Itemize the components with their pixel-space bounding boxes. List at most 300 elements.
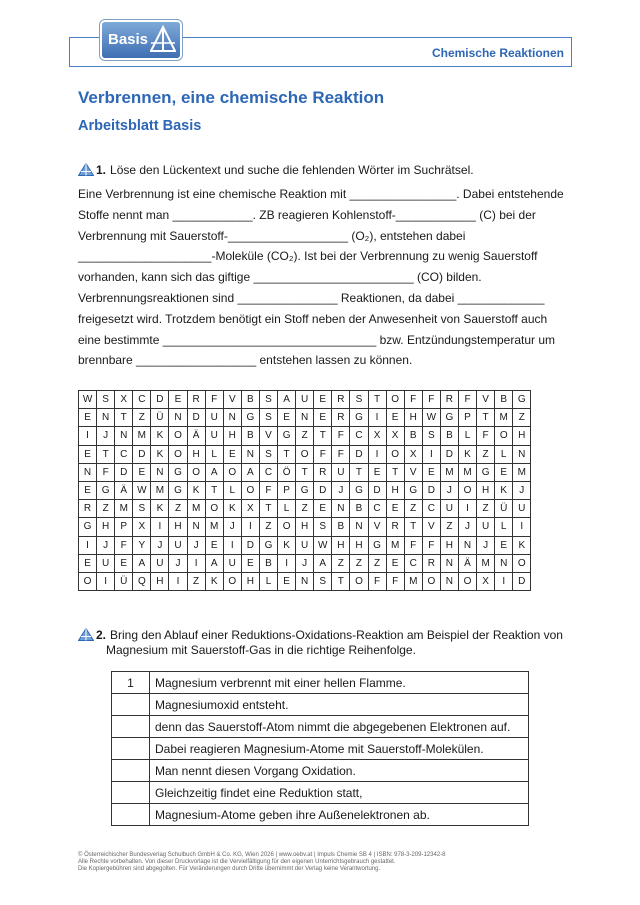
grid-cell[interactable]: E xyxy=(278,572,296,590)
grid-cell[interactable]: A xyxy=(278,391,296,409)
grid-cell[interactable]: F xyxy=(115,536,133,554)
grid-cell[interactable]: X xyxy=(133,518,151,536)
grid-cell[interactable]: N xyxy=(115,427,133,445)
grid-cell[interactable]: K xyxy=(151,500,169,518)
grid-cell[interactable]: L xyxy=(205,445,223,463)
grid-cell[interactable]: O xyxy=(241,481,259,499)
grid-cell[interactable]: N xyxy=(296,409,314,427)
grid-cell[interactable]: Ä xyxy=(115,481,133,499)
grid-cell[interactable]: V xyxy=(223,391,241,409)
grid-cell[interactable]: F xyxy=(404,536,422,554)
grid-cell[interactable]: O xyxy=(79,572,97,590)
grid-cell[interactable]: M xyxy=(477,554,495,572)
grid-cell[interactable]: A xyxy=(133,554,151,572)
grid-cell[interactable]: H xyxy=(151,572,169,590)
grid-cell[interactable]: G xyxy=(241,409,259,427)
grid-cell[interactable]: Z xyxy=(513,409,531,427)
grid-cell[interactable]: T xyxy=(296,463,314,481)
order-number-cell[interactable] xyxy=(112,738,150,760)
grid-cell[interactable]: G xyxy=(79,518,97,536)
grid-cell[interactable]: H xyxy=(477,481,495,499)
grid-cell[interactable]: R xyxy=(332,409,350,427)
grid-cell[interactable]: X xyxy=(404,445,422,463)
grid-cell[interactable]: T xyxy=(350,463,368,481)
grid-cell[interactable]: R xyxy=(187,391,205,409)
grid-cell[interactable]: B xyxy=(350,500,368,518)
grid-cell[interactable]: I xyxy=(79,536,97,554)
grid-cell[interactable]: O xyxy=(187,463,205,481)
order-number-cell[interactable] xyxy=(112,716,150,738)
grid-cell[interactable]: K xyxy=(151,445,169,463)
grid-cell[interactable]: N xyxy=(296,572,314,590)
grid-cell[interactable]: F xyxy=(422,536,440,554)
grid-cell[interactable]: J xyxy=(458,518,476,536)
grid-cell[interactable]: Z xyxy=(187,572,205,590)
grid-cell[interactable]: V xyxy=(404,463,422,481)
grid-cell[interactable]: Z xyxy=(133,409,151,427)
grid-cell[interactable]: K xyxy=(205,572,223,590)
grid-cell[interactable]: N xyxy=(187,518,205,536)
grid-cell[interactable]: T xyxy=(477,409,495,427)
grid-cell[interactable]: T xyxy=(404,518,422,536)
grid-cell[interactable]: J xyxy=(513,481,531,499)
grid-cell[interactable]: M xyxy=(404,572,422,590)
grid-cell[interactable]: T xyxy=(332,572,350,590)
grid-cell[interactable]: Z xyxy=(169,500,187,518)
grid-cell[interactable]: F xyxy=(97,463,115,481)
grid-cell[interactable]: G xyxy=(350,481,368,499)
grid-cell[interactable]: G xyxy=(169,481,187,499)
grid-cell[interactable]: Ä xyxy=(458,554,476,572)
grid-cell[interactable]: E xyxy=(314,391,332,409)
grid-cell[interactable]: S xyxy=(314,572,332,590)
grid-cell[interactable]: L xyxy=(495,518,513,536)
grid-cell[interactable]: T xyxy=(97,445,115,463)
grid-cell[interactable]: U xyxy=(332,463,350,481)
grid-cell[interactable]: L xyxy=(278,500,296,518)
grid-cell[interactable]: E xyxy=(386,554,404,572)
grid-cell[interactable]: F xyxy=(477,427,495,445)
order-number-cell[interactable] xyxy=(112,760,150,782)
grid-cell[interactable]: N xyxy=(241,445,259,463)
grid-cell[interactable]: O xyxy=(458,572,476,590)
grid-cell[interactable]: B xyxy=(440,427,458,445)
grid-cell[interactable]: O xyxy=(223,572,241,590)
grid-cell[interactable]: I xyxy=(278,554,296,572)
grid-cell[interactable]: N xyxy=(79,463,97,481)
statement-cell: Magnesium verbrennt mit einer hellen Flamme. xyxy=(150,672,529,694)
grid-cell[interactable]: Z xyxy=(332,554,350,572)
grid-cell[interactable]: B xyxy=(404,427,422,445)
grid-cell[interactable]: G xyxy=(97,481,115,499)
grid-cell[interactable]: J xyxy=(97,536,115,554)
grid-cell[interactable]: Y xyxy=(133,536,151,554)
grid-cell[interactable]: S xyxy=(259,391,277,409)
grid-cell[interactable]: F xyxy=(404,391,422,409)
grid-cell[interactable]: D xyxy=(187,409,205,427)
word-search-grid xyxy=(78,390,531,591)
grid-cell[interactable]: N xyxy=(97,409,115,427)
grid-cell[interactable]: E xyxy=(314,500,332,518)
grid-cell[interactable]: B xyxy=(259,554,277,572)
grid-cell[interactable]: J xyxy=(223,518,241,536)
grid-cell[interactable]: G xyxy=(513,391,531,409)
grid-cell[interactable]: Ö xyxy=(278,463,296,481)
grid-cell[interactable]: V xyxy=(368,518,386,536)
grid-cell[interactable]: M xyxy=(133,427,151,445)
grid-cell[interactable]: E xyxy=(314,409,332,427)
grid-cell[interactable]: H xyxy=(332,536,350,554)
grid-cell[interactable]: D xyxy=(115,463,133,481)
table-row xyxy=(112,672,529,694)
grid-cell[interactable]: U xyxy=(223,554,241,572)
grid-cell[interactable]: M xyxy=(386,536,404,554)
grid-cell[interactable]: X xyxy=(477,572,495,590)
grid-cell[interactable]: R xyxy=(422,554,440,572)
grid-cell[interactable]: E xyxy=(422,463,440,481)
cloze-line: Verbrennungsreaktionen sind _______________ Reaktionen, da dabei _____________ xyxy=(78,290,545,305)
grid-cell[interactable]: O xyxy=(296,445,314,463)
grid-cell[interactable]: F xyxy=(458,391,476,409)
grid-cell[interactable]: J xyxy=(151,536,169,554)
grid-cell[interactable]: F xyxy=(332,445,350,463)
grid-cell[interactable]: M xyxy=(458,463,476,481)
grid-cell[interactable]: I xyxy=(223,536,241,554)
grid-cell[interactable]: I xyxy=(97,572,115,590)
grid-cell[interactable]: K xyxy=(458,445,476,463)
grid-cell[interactable]: P xyxy=(278,481,296,499)
grid-cell[interactable]: N xyxy=(350,518,368,536)
grid-cell[interactable]: B xyxy=(495,391,513,409)
grid-cell[interactable]: H xyxy=(440,536,458,554)
grid-cell[interactable]: N xyxy=(458,536,476,554)
grid-cell[interactable]: W xyxy=(422,409,440,427)
grid-cell[interactable]: L xyxy=(495,445,513,463)
grid-cell[interactable]: I xyxy=(169,572,187,590)
grid-cell[interactable]: R xyxy=(332,391,350,409)
grid-cell[interactable]: Z xyxy=(477,500,495,518)
grid-cell[interactable]: E xyxy=(495,536,513,554)
grid-cell[interactable]: H xyxy=(241,572,259,590)
grid-cell[interactable]: U xyxy=(296,536,314,554)
grid-cell[interactable]: T xyxy=(314,427,332,445)
grid-cell[interactable]: U xyxy=(169,536,187,554)
grid-cell[interactable]: F xyxy=(259,481,277,499)
grid-cell[interactable]: J xyxy=(169,554,187,572)
grid-cell[interactable]: E xyxy=(278,409,296,427)
grid-cell[interactable]: D xyxy=(151,391,169,409)
grid-cell[interactable]: O xyxy=(386,391,404,409)
grid-cell[interactable]: H xyxy=(169,518,187,536)
grid-cell[interactable]: M xyxy=(115,500,133,518)
grid-cell[interactable]: D xyxy=(350,445,368,463)
grid-cell[interactable]: N xyxy=(440,554,458,572)
cloze-line: brennbare __________________ entstehen lassen zu können. xyxy=(78,353,413,368)
cloze-line: eine bestimmte ________________________________ bzw. Entzündungstemperatur um xyxy=(78,332,556,347)
grid-cell[interactable]: Q xyxy=(133,572,151,590)
grid-cell[interactable]: X xyxy=(368,427,386,445)
grid-cell[interactable]: D xyxy=(241,536,259,554)
grid-cell[interactable]: Z xyxy=(296,427,314,445)
grid-cell[interactable]: O xyxy=(278,518,296,536)
grid-cell[interactable]: U xyxy=(513,500,531,518)
grid-cell[interactable]: K xyxy=(223,500,241,518)
grid-cell[interactable]: A xyxy=(205,463,223,481)
grid-cell[interactable]: E xyxy=(495,463,513,481)
grid-cell[interactable]: G xyxy=(169,463,187,481)
cloze-line: Stoffe nennt man ____________. ZB reagieren Kohlenstoff-____________ (C) bei der xyxy=(78,207,536,222)
grid-cell[interactable]: E xyxy=(169,391,187,409)
grid-cell[interactable]: H xyxy=(296,518,314,536)
grid-cell[interactable]: F xyxy=(386,572,404,590)
grid-cell[interactable]: O xyxy=(223,463,241,481)
grid-cell[interactable]: T xyxy=(205,481,223,499)
grid-cell[interactable]: F xyxy=(314,445,332,463)
grid-cell[interactable]: U xyxy=(477,518,495,536)
grid-cell[interactable]: C xyxy=(404,554,422,572)
grid-cell[interactable]: W xyxy=(79,391,97,409)
grid-cell[interactable]: U xyxy=(151,554,169,572)
difficulty-triangle-icon xyxy=(78,163,94,176)
footer-line: Die Kopiergebühren sind abgegolten. Für Veränderungen durch Dritte übernimmt der Verlag keine Verantwortung. xyxy=(78,866,381,872)
grid-cell[interactable]: E xyxy=(115,554,133,572)
order-number-cell[interactable] xyxy=(112,694,150,716)
grid-cell[interactable]: E xyxy=(386,500,404,518)
grid-cell[interactable]: I xyxy=(368,409,386,427)
grid-cell[interactable]: G xyxy=(350,409,368,427)
grid-cell[interactable]: E xyxy=(368,463,386,481)
grid-cell[interactable]: H xyxy=(223,427,241,445)
grid-cell[interactable]: O xyxy=(495,427,513,445)
grid-cell[interactable]: U xyxy=(97,554,115,572)
cloze-text xyxy=(78,184,578,371)
grid-cell[interactable]: N xyxy=(513,445,531,463)
grid-cell[interactable]: F xyxy=(332,427,350,445)
grid-cell[interactable]: I xyxy=(368,445,386,463)
grid-cell[interactable]: I xyxy=(495,572,513,590)
grid-cell[interactable]: I xyxy=(513,518,531,536)
statement-cell: Gleichzeitig findet eine Reduktion statt, xyxy=(150,782,529,804)
grid-cell[interactable]: H xyxy=(404,409,422,427)
grid-cell[interactable]: K xyxy=(278,536,296,554)
grid-cell[interactable]: K xyxy=(513,536,531,554)
grid-cell[interactable]: M xyxy=(205,518,223,536)
grid-cell[interactable]: L xyxy=(223,481,241,499)
grid-cell[interactable]: O xyxy=(458,481,476,499)
grid-cell[interactable]: E xyxy=(79,409,97,427)
grid-cell[interactable]: V xyxy=(477,391,495,409)
grid-cell[interactable]: J xyxy=(187,536,205,554)
grid-cell[interactable]: H xyxy=(187,445,205,463)
grid-cell[interactable]: Ä xyxy=(187,427,205,445)
grid-cell[interactable]: A xyxy=(205,554,223,572)
cloze-line: ____________________-Moleküle (CO₂). Ist bei der Verbrennung zu wenig Sauerstoff xyxy=(78,249,538,264)
grid-cell[interactable]: V xyxy=(259,427,277,445)
grid-cell[interactable]: D xyxy=(422,481,440,499)
grid-cell[interactable]: U xyxy=(296,391,314,409)
grid-cell[interactable]: O xyxy=(169,427,187,445)
grid-cell[interactable]: C xyxy=(422,500,440,518)
grid-cell[interactable]: H xyxy=(97,518,115,536)
grid-cell[interactable]: M xyxy=(495,409,513,427)
statement-cell: Man nennt diesen Vorgang Oxidation. xyxy=(150,760,529,782)
grid-cell[interactable]: I xyxy=(187,554,205,572)
grid-cell[interactable]: Z xyxy=(296,500,314,518)
grid-cell[interactable]: L xyxy=(259,572,277,590)
grid-cell[interactable]: E xyxy=(223,445,241,463)
grid-cell[interactable]: Z xyxy=(97,500,115,518)
grid-cell[interactable]: R xyxy=(314,463,332,481)
grid-cell[interactable]: G xyxy=(296,481,314,499)
grid-cell[interactable]: O xyxy=(169,445,187,463)
grid-cell[interactable]: C xyxy=(350,427,368,445)
grid-cell[interactable]: K xyxy=(151,427,169,445)
grid-cell[interactable]: M xyxy=(151,481,169,499)
grid-cell[interactable]: S xyxy=(350,391,368,409)
grid-cell[interactable]: R xyxy=(440,391,458,409)
grid-cell[interactable]: F xyxy=(205,391,223,409)
grid-cell[interactable]: O xyxy=(386,445,404,463)
grid-cell[interactable]: B xyxy=(241,391,259,409)
grid-cell[interactable]: Ü xyxy=(151,409,169,427)
grid-cell[interactable]: S xyxy=(422,427,440,445)
grid-cell[interactable]: U xyxy=(205,427,223,445)
grid-cell[interactable]: G xyxy=(440,409,458,427)
grid-cell[interactable]: O xyxy=(422,572,440,590)
grid-cell[interactable]: F xyxy=(368,572,386,590)
grid-cell[interactable]: R xyxy=(386,518,404,536)
grid-cell[interactable]: T xyxy=(278,445,296,463)
grid-cell[interactable]: X xyxy=(386,427,404,445)
grid-cell[interactable]: Z xyxy=(259,518,277,536)
grid-cell[interactable]: E xyxy=(133,463,151,481)
order-number-cell[interactable]: 1 xyxy=(112,672,150,694)
grid-cell[interactable]: K xyxy=(187,481,205,499)
grid-cell[interactable]: X xyxy=(115,391,133,409)
grid-cell[interactable]: Z xyxy=(368,554,386,572)
grid-cell[interactable]: S xyxy=(314,518,332,536)
grid-cell[interactable]: D xyxy=(513,572,531,590)
grid-cell[interactable]: D xyxy=(133,445,151,463)
grid-cell[interactable]: I xyxy=(151,518,169,536)
grid-cell[interactable]: T xyxy=(368,391,386,409)
grid-cell[interactable]: I xyxy=(458,500,476,518)
grid-cell[interactable]: O xyxy=(205,500,223,518)
grid-cell[interactable]: W xyxy=(314,536,332,554)
grid-cell[interactable]: C xyxy=(115,445,133,463)
grid-cell[interactable]: G xyxy=(477,463,495,481)
grid-cell[interactable]: B xyxy=(241,427,259,445)
grid-cell[interactable]: D xyxy=(368,481,386,499)
grid-cell[interactable]: J xyxy=(97,427,115,445)
grid-cell[interactable]: E xyxy=(386,409,404,427)
grid-cell[interactable]: N xyxy=(151,463,169,481)
order-number-cell[interactable] xyxy=(112,782,150,804)
task2-number: 2. xyxy=(96,628,107,642)
grid-cell[interactable]: H xyxy=(350,536,368,554)
grid-cell[interactable]: H xyxy=(513,427,531,445)
grid-cell[interactable]: K xyxy=(495,481,513,499)
grid-cell[interactable]: V xyxy=(422,518,440,536)
grid-cell[interactable]: I xyxy=(79,427,97,445)
grid-cell[interactable]: G xyxy=(404,481,422,499)
grid-cell[interactable]: Z xyxy=(440,518,458,536)
grid-cell[interactable]: F xyxy=(422,391,440,409)
grid-cell[interactable]: N xyxy=(332,500,350,518)
grid-cell[interactable]: O xyxy=(513,554,531,572)
grid-cell[interactable]: Z xyxy=(404,500,422,518)
grid-cell[interactable]: G xyxy=(368,536,386,554)
grid-cell[interactable]: B xyxy=(332,518,350,536)
grid-cell[interactable]: G xyxy=(278,427,296,445)
grid-cell[interactable]: S xyxy=(97,391,115,409)
order-number-cell[interactable] xyxy=(112,804,150,826)
grid-cell[interactable]: S xyxy=(259,445,277,463)
grid-cell[interactable]: T xyxy=(386,463,404,481)
grid-cell[interactable]: T xyxy=(259,500,277,518)
grid-cell[interactable]: M xyxy=(187,500,205,518)
grid-cell[interactable]: D xyxy=(440,445,458,463)
grid-cell[interactable]: Ü xyxy=(115,572,133,590)
grid-cell[interactable]: E xyxy=(79,445,97,463)
grid-cell[interactable]: U xyxy=(205,409,223,427)
grid-cell[interactable]: E xyxy=(205,536,223,554)
grid-cell[interactable]: W xyxy=(133,481,151,499)
grid-cell[interactable]: Ü xyxy=(495,500,513,518)
statement-cell: Magnesiumoxid entsteht. xyxy=(150,694,529,716)
grid-cell[interactable]: M xyxy=(440,463,458,481)
grid-cell[interactable]: O xyxy=(350,572,368,590)
grid-cell[interactable]: N xyxy=(440,572,458,590)
grid-cell[interactable]: D xyxy=(314,481,332,499)
grid-cell[interactable]: C xyxy=(133,391,151,409)
statement-cell: Dabei reagieren Magnesium-Atome mit Sauerstoff-Molekülen. xyxy=(150,738,529,760)
grid-cell[interactable]: G xyxy=(259,536,277,554)
grid-cell[interactable]: J xyxy=(477,536,495,554)
grid-cell[interactable]: Z xyxy=(477,445,495,463)
grid-cell[interactable]: I xyxy=(422,445,440,463)
grid-cell[interactable]: E xyxy=(241,554,259,572)
grid-cell[interactable]: H xyxy=(386,481,404,499)
grid-cell[interactable]: N xyxy=(223,409,241,427)
grid-cell[interactable]: S xyxy=(259,409,277,427)
grid-cell[interactable]: N xyxy=(495,554,513,572)
grid-cell[interactable]: A xyxy=(241,463,259,481)
grid-cell[interactable]: A xyxy=(314,554,332,572)
grid-cell[interactable]: P xyxy=(115,518,133,536)
grid-cell[interactable]: M xyxy=(513,463,531,481)
grid-cell[interactable]: E xyxy=(79,481,97,499)
grid-cell[interactable]: R xyxy=(79,500,97,518)
grid-cell[interactable]: J xyxy=(440,481,458,499)
grid-cell[interactable]: J xyxy=(296,554,314,572)
grid-cell[interactable]: J xyxy=(332,481,350,499)
grid-cell[interactable]: C xyxy=(259,463,277,481)
grid-cell[interactable]: U xyxy=(440,500,458,518)
grid-cell[interactable]: X xyxy=(241,500,259,518)
grid-cell[interactable]: N xyxy=(169,409,187,427)
footer-line: Alle Rechte vorbehalten. Von dieser Druckvorlage ist die Vervielfältigung für den eigenen Unterrichtsgebrauch gestattet. xyxy=(78,859,396,865)
grid-cell[interactable]: P xyxy=(458,409,476,427)
topic-title: Chemische Reaktionen xyxy=(431,46,564,60)
grid-cell[interactable]: L xyxy=(458,427,476,445)
grid-cell[interactable]: I xyxy=(241,518,259,536)
grid-cell[interactable]: Z xyxy=(350,554,368,572)
grid-cell[interactable]: C xyxy=(368,500,386,518)
grid-cell[interactable]: E xyxy=(79,554,97,572)
grid-cell[interactable]: S xyxy=(133,500,151,518)
grid-cell[interactable]: T xyxy=(115,409,133,427)
